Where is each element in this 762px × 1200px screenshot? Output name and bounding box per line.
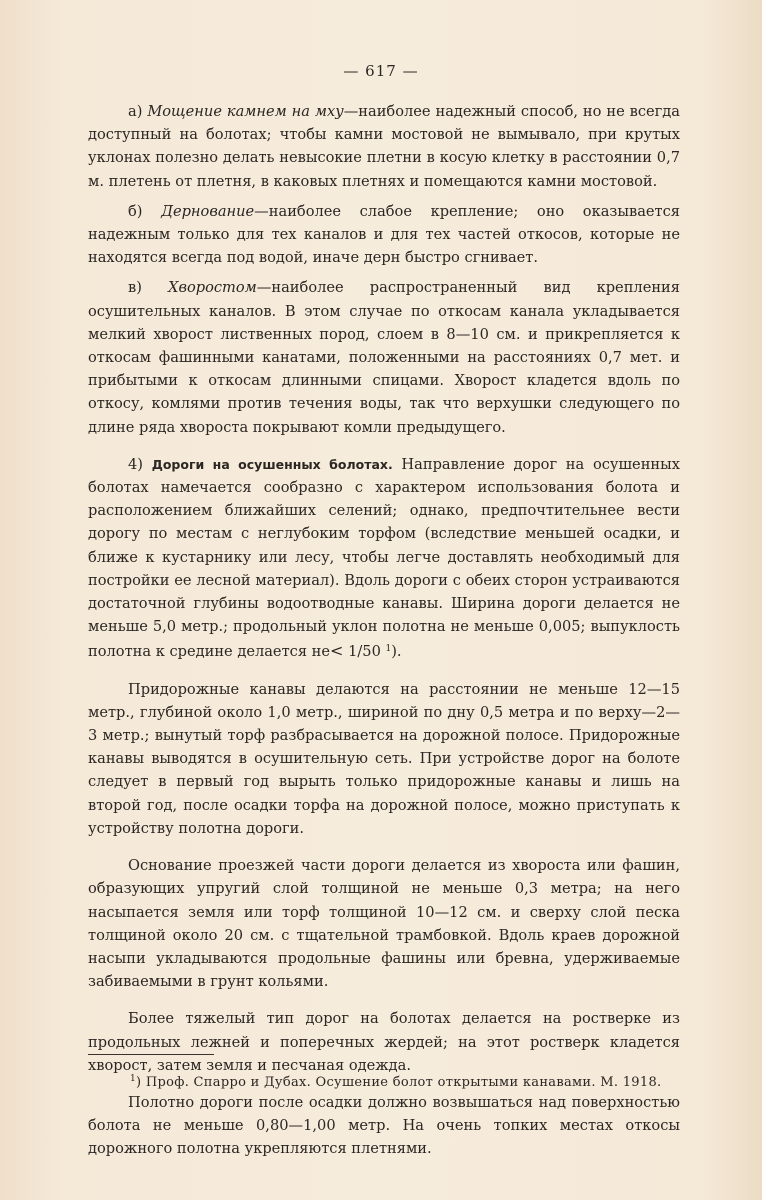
paragraph-heavy-roads: Более тяжелый тип дорог на болотах делается на ростверке из продольных лежней и поперечных жердей; на этот ростверк кладется хворост, затем земля и песчаная одежда. [88, 1010, 680, 1074]
paragraph-roads [88, 453, 680, 664]
paragraph-ditches: Придорожные канавы делаются на расстоянии не меньше 12—15 метр., глубиной около 1,0 метр., шириной по дну 0,5 метра и по верху—2—3 метр.; вынутый торф разбрасывается на дорожной полосе. Придорожные канавы выводятся в осушительную сеть. При устройстве дорог на болоте следует в первый год вырыть только придорожные канавы и лишь на второй год, после осадки торфа на дорожной полосе, можно приступать к устройству полотна дороги. [88, 680, 680, 837]
item-b-text: —наиболее слабое крепление; оно оказывается надежным только для тех каналов и для тех частей откосов, которые не находятся всегда под водой, иначе дерн быстро сгнивает. [88, 202, 680, 267]
item-v-text: —наиболее распространенный вид крепления осушительных каналов. В этом случае по откосам канала укладывается мелкий хворост лиственных пород, слоем в 8—10 см. и прикрепляется к откосам фашинными канатами, положенными на расстояниях 0,7 мет. и прибытыми к откосам длинными спицами. Хворост кладется вдоль по откосу, комлями против течения воды, так что верхушки следующего по длине ряда хвороста покрывают комли предыдущего. [88, 279, 680, 436]
page-body [88, 100, 680, 1168]
page-number: — 617 — [343, 62, 419, 80]
footnote [130, 1074, 690, 1090]
roads-close: ). [391, 643, 402, 661]
item-a-title: Мощение камнем на мху [147, 103, 344, 120]
item-v-prefix: в) [128, 279, 169, 297]
paragraph-road-surface: Полотно дороги после осадки должно возвышаться над поверхностью болота не меньше 0,80—1,00 метр. На очень топких местах откосы дорожного полотна укрепляются плетнями. [88, 1093, 680, 1158]
section-heading: Дороги на осушенных болотах. [151, 456, 393, 472]
footnote-text: ) Проф. Спарро и Дубах. Осушение болот открытыми канавами. М. 1918. [136, 1075, 662, 1090]
section-number: 4) [128, 455, 152, 473]
paragraph-road-base: Основание проезжей части дороги делается из хвороста или фашин, образующих упругий слой толщиной не меньше 0,3 метра; на него насыпается земля или торф толщиной 10—12 см. и сверху слой песка толщиной около 20 см. с тщательной трамбовкой. Вдоль краев дорожной насыпи укладываются продольные фашины или бревна, удерживаемые забиваемыми в грунт кольями. [88, 857, 680, 991]
footnote-mark: 1 [130, 1074, 137, 1084]
footnote-ref: 1 [385, 644, 392, 655]
item-a-text: —наиболее надежный способ, но не всегда доступный на болотах; чтобы камни мостовой не вымывало, при крутых уклонах полезно делать невысокие плетни в косую клетку в расстоянии 0,7 м. плетень от плетня, в каковых плетнях и помещаются камни мостовой. [88, 103, 680, 190]
item-b-prefix: б) [128, 202, 162, 220]
paragraph-turfing [88, 200, 680, 270]
paragraph-stone-paving [88, 100, 680, 193]
less-than-sign: < [330, 641, 344, 661]
footnote-divider [88, 1054, 214, 1055]
roads-text: Направление дорог на осушенных болотах намечается сообразно с характером использования болота и расположением ближайших селений; однако, предпочтительнее вести дорогу по местам с неглубоким торфом (вследствие меньшей осадки, и ближе к кустарнику или лесу, чтобы легче доставлять необходимый для постройки ее лесной материал). Вдоль дороги с обеих сторон устраиваются достаточной глубины водоотводные канавы. Ширина дороги делается не меньше 5,0 метр.; продольный уклон полотна не меньше 0,005; выпуклость полотна к средине делается не [88, 455, 680, 661]
item-b-title: Дернование [161, 202, 255, 220]
item-a-prefix: а) [128, 103, 148, 120]
paragraph-brushwood [88, 276, 680, 438]
item-v-title: Хворостом [168, 279, 257, 297]
roads-ratio: 1/50 [343, 643, 386, 661]
